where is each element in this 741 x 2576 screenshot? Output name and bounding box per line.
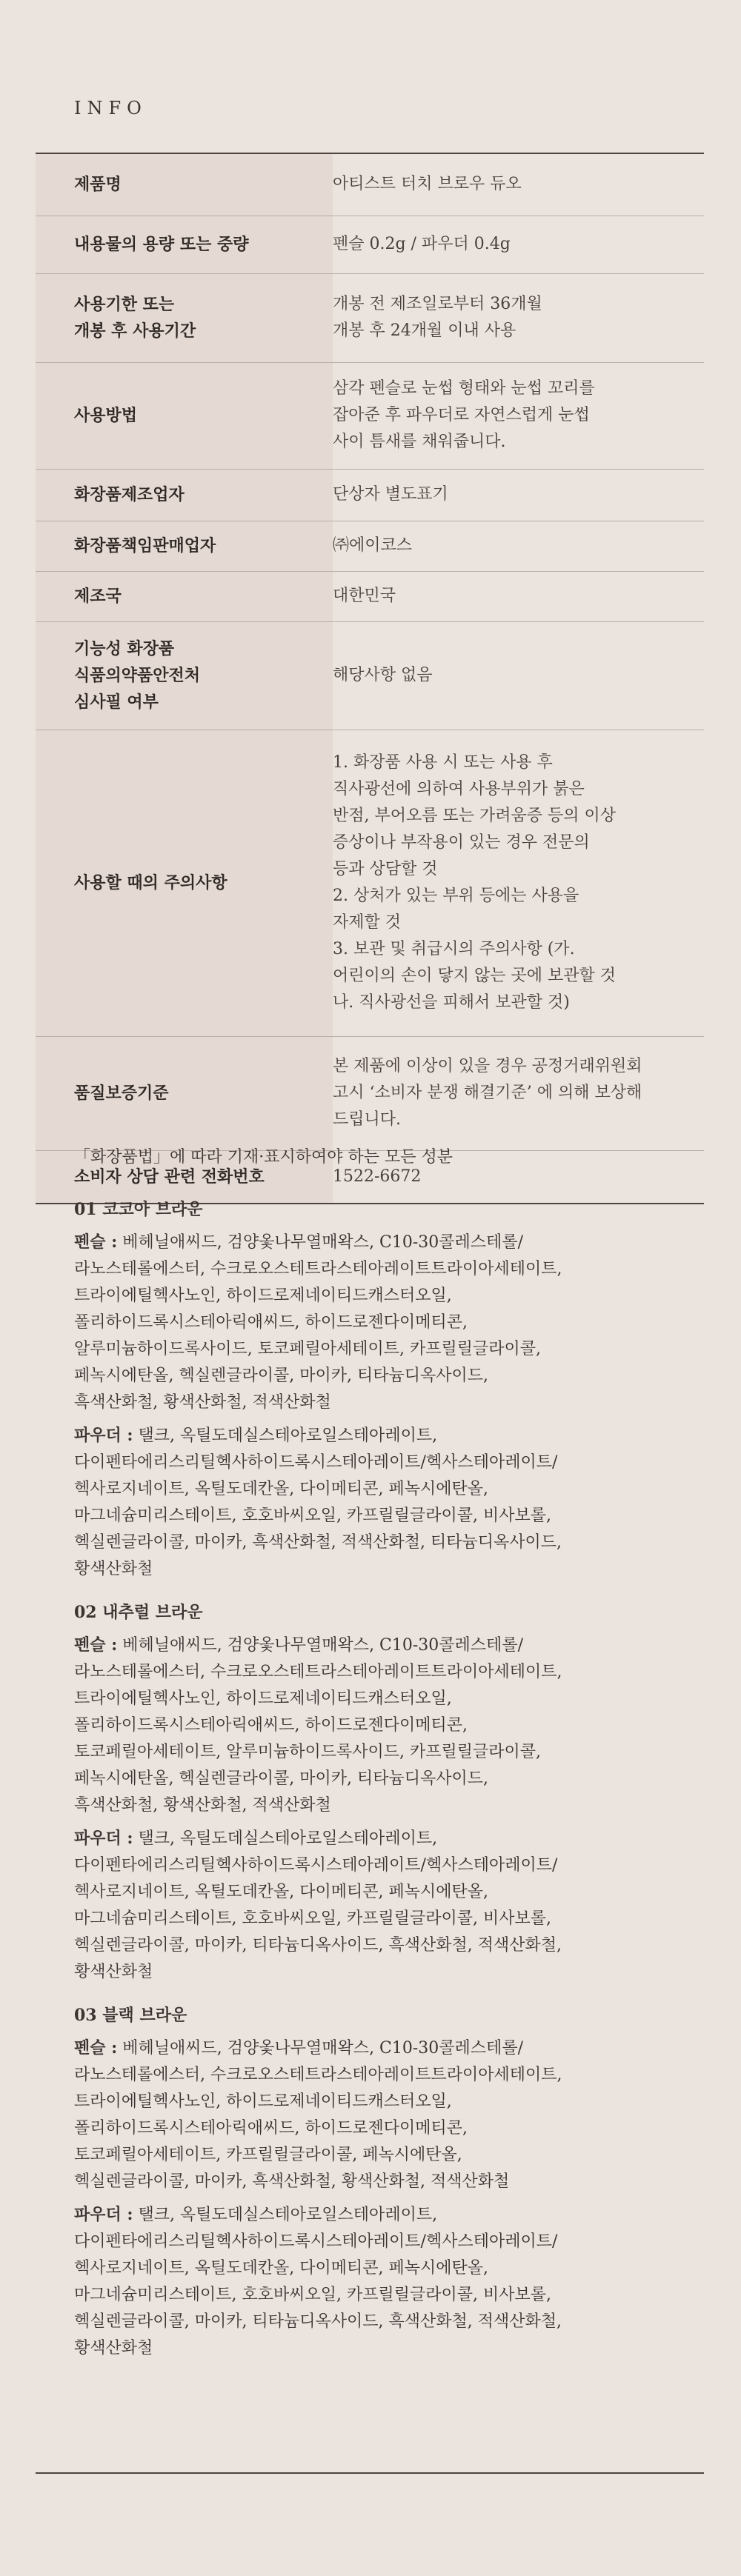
pencil-label: 펜슬 : (74, 1635, 118, 1655)
powder-label: 파우더 : (74, 1829, 133, 1848)
row-label: 사용할 때의 주의사항 (36, 730, 333, 1036)
info-row-functional (36, 621, 704, 730)
row-value: 삼각 펜슬로 눈썹 형태와 눈썹 꼬리를 잡아준 후 파우더로 자연스럽게 눈썹 사이 틈새를 채워줍니다. (333, 379, 595, 451)
powder-label: 파우더 : (74, 1426, 133, 1445)
row-label: 사용방법 (36, 362, 333, 469)
row-value: 1. 화장품 사용 시 또는 사용 후 직사광선에 의하여 사용부위가 붉은 반점, 부어오름 또는 가려움증 등의 이상 증상이나 부작용이 있는 경우 전문의 등과 상담할 것 2. 상처가 있는 부위 등에는 사용을 자제할 것 3. 보관 및 취급시의 주의사항 (가. 어린이의 손이 닿지 않는 곳에 보관할 것 나. 직사광선을 피해서 보관할 것) (333, 753, 616, 1012)
info-row-country (36, 571, 704, 621)
row-label: 소비자 상담 관련 전화번호 (36, 1150, 333, 1204)
product-name: 01 코코아 브라운 (74, 1200, 203, 1219)
product-black-brown (74, 2002, 667, 2362)
row-label: 내용물의 용량 또는 중량 (36, 216, 333, 273)
row-value: 본 제품에 이상이 있을 경우 공정거래위원회 고시 ‘소비자 분쟁 해결기준’ 에 의해 보상해 드립니다. (333, 1057, 642, 1129)
product-name: 02 내추럴 브라운 (74, 1603, 203, 1622)
ingredients-section (74, 1144, 667, 2378)
info-row-expiry (36, 273, 704, 362)
row-label: 기능성 화장품 식품의약품안전처 심사필 여부 (36, 621, 333, 730)
row-label: 제조국 (36, 571, 333, 621)
row-value: 1522-6672 (333, 1167, 422, 1186)
row-value: 아티스트 터치 브로우 듀오 (333, 175, 522, 194)
pencil-ingredient-list: 베헤닐애씨드, 검양옻나무열매왁스, C10-30콜레스테롤/ 라노스테롤에스터, 수크로오스테트라스테아레이트트라이아세테이트, 트라이에틸헥사노인, 하이드로제네이티드캐스터오일, 폴리하이드록시스테아릭애씨드, 하이드로젠다이메티콘, 알루미늄하이드록사이드, 토코페릴아세테이트, 카프릴릴글라이콜, 페녹시에탄올, 헥실렌글라이콜, 마이카, 티타늄디옥사이드, 흑색산화철, 황색산화철, 적색산화철 (74, 1233, 562, 1412)
row-label: 화장품책임판매업자 (36, 521, 333, 571)
row-value: 대한민국 (333, 587, 396, 605)
info-row-warranty (36, 1036, 704, 1150)
row-label: 제품명 (36, 153, 333, 216)
pencil-ingredient-list: 베헤닐애씨드, 검양옻나무열매왁스, C10-30콜레스테롤/ 라노스테롤에스터, 수크로오스테트라스테아레이트트라이아세테이트, 트라이에틸헥사노인, 하이드로제네이티드캐스터오일, 폴리하이드록시스테아릭애씨드, 하이드로젠다이메티콘, 토코페릴아세테이트, 알루미늄하이드록사이드, 카프릴릴글라이콜, 페녹시에탄올, 헥실렌글라이콜, 마이카, 티타늄디옥사이드, 흑색산화철, 황색산화철, 적색산화철 (74, 1636, 562, 1815)
powder-label: 파우더 : (74, 2205, 133, 2224)
row-value: 펜슬 0.2g / 파우더 0.4g (333, 235, 511, 253)
row-value: ㈜에이코스 (333, 536, 413, 555)
info-table (36, 153, 704, 1204)
info-row-product-name (36, 153, 704, 216)
pencil-ingredients (74, 2035, 667, 2195)
pencil-ingredients (74, 1229, 667, 1416)
row-value: 해당사항 없음 (333, 666, 433, 684)
row-value: 개봉 전 제조일로부터 36개월 개봉 후 24개월 이내 사용 (333, 295, 542, 340)
product-cocoa-brown (74, 1196, 667, 1583)
powder-ingredient-list: 탤크, 옥틸도데실스테아로일스테아레이트, 다이펜타에리스리틸헥사하이드록시스테아레이트/헥사스테아레이트/ 헥사로지네이트, 옥틸도데칸올, 다이메티콘, 페녹시에탄올, 마그네슘미리스테이트, 호호바씨오일, 카프릴릴글라이콜, 비사보롤, 헥실렌글라이콜, 마이카, 흑색산화철, 적색산화철, 티타늄디옥사이드, 황색산화철 (74, 1427, 562, 1578)
pencil-ingredients (74, 1632, 667, 1819)
powder-ingredients (74, 1825, 667, 1986)
pencil-label: 펜슬 : (74, 1232, 118, 1252)
powder-ingredient-list: 탤크, 옥틸도데실스테아로일스테아레이트, 다이펜타에리스리틸헥사하이드록시스테아레이트/헥사스테아레이트/ 헥사로지네이트, 옥틸도데칸올, 다이메티콘, 페녹시에탄올, 마그네슘미리스테이트, 호호바씨오일, 카프릴릴글라이콜, 비사보롤, 헥실렌글라이콜, 마이카, 티타늄디옥사이드, 흑색산화철, 적색산화철, 황색산화철 (74, 1829, 562, 1981)
product-name: 03 블랙 브라운 (74, 2006, 187, 2025)
bottom-divider (36, 2472, 704, 2474)
row-label: 사용기한 또는 개봉 후 사용기간 (36, 273, 333, 362)
pencil-label: 펜슬 : (74, 2038, 118, 2058)
pencil-ingredient-list: 베헤닐애씨드, 검양옻나무열매왁스, C10-30콜레스테롤/ 라노스테롤에스터, 수크로오스테트라스테아레이트트라이아세테이트, 트라이에틸헥사노인, 하이드로제네이티드캐스터오일, 폴리하이드록시스테아릭애씨드, 하이드로젠다이메티콘, 토코페릴아세테이트, 카프릴릴글라이콜, 페녹시에탄올, 헥실렌글라이콜, 마이카, 흑색산화철, 황색산화철, 적색산화철 (74, 2039, 562, 2191)
product-natural-brown (74, 1599, 667, 1986)
row-value: 단상자 별도표기 (333, 485, 448, 504)
info-row-cautions (36, 730, 704, 1036)
row-label: 품질보증기준 (36, 1036, 333, 1150)
info-row-manufacturer (36, 469, 704, 521)
row-label: 화장품제조업자 (36, 469, 333, 521)
powder-ingredient-list: 탤크, 옥틸도데실스테아로일스테아레이트, 다이펜타에리스리틸헥사하이드록시스테아레이트/헥사스테아레이트/ 헥사로지네이트, 옥틸도데칸올, 다이메티콘, 페녹시에탄올, 마그네슘미리스테이트, 호호바씨오일, 카프릴릴글라이콜, 비사보롤, 헥실렌글라이콜, 마이카, 티타늄디옥사이드, 흑색산화철, 적색산화철, 황색산화철 (74, 2206, 562, 2358)
powder-ingredients (74, 2201, 667, 2362)
info-row-volume (36, 216, 704, 273)
info-row-usage (36, 362, 704, 469)
powder-ingredients (74, 1422, 667, 1583)
info-row-seller (36, 521, 704, 571)
info-title: INFO (74, 98, 147, 119)
ingredients-heading: 「화장품법」에 따라 기재·표시하여야 하는 모든 성분 (74, 1148, 453, 1167)
